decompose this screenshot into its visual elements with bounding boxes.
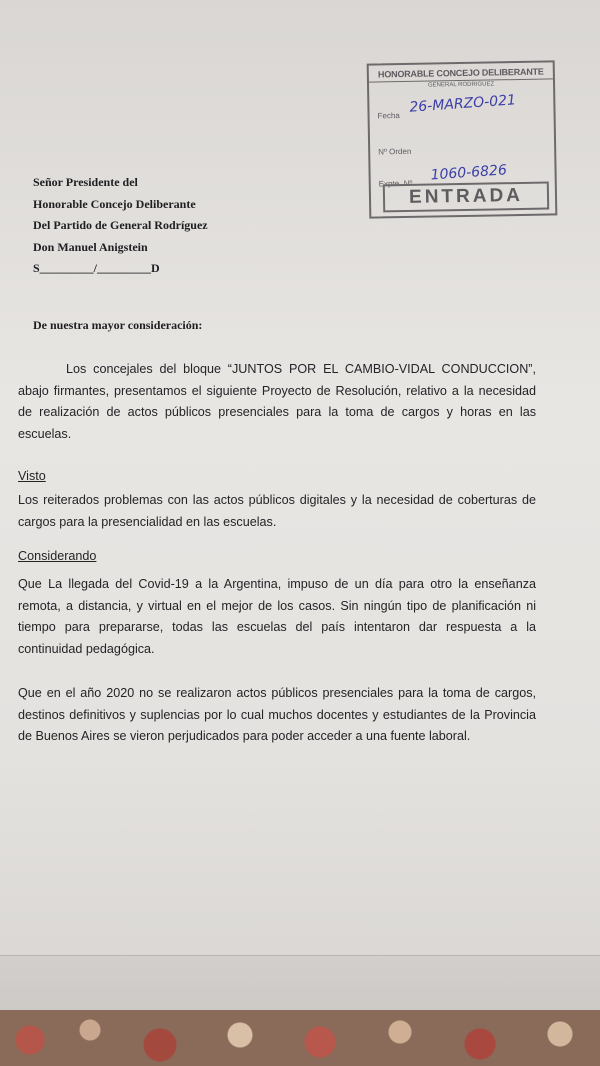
- stamp-fecha-label: Fecha: [377, 111, 400, 121]
- addressee-line: Honorable Concejo Deliberante: [33, 196, 196, 211]
- stamp-expte-label: Expte. Nº: [378, 178, 413, 189]
- intro-paragraph: Los concejales del bloque “JUNTOS POR EL CAMBIO-VIDAL CONDUCCION”, abajo firmantes, presentamos el siguiente Proyecto de Resolución, relativo a la necesidad de realización de actos públicos presenciales para la toma de cargos y horas en las escuelas.: [18, 362, 536, 441]
- stamp-fecha-value: 26-MARZO-021: [408, 92, 517, 116]
- addressee-line: Señor Presidente del: [33, 175, 138, 189]
- considerando-paragraph-1: Que La llegada del Covid-19 a la Argentina, impuso de un día para otro la enseñanza remota, a distancia, y virtual en el mejor de los casos. Sin ningún tipo de planificación ni tiempo para prepararse, todas las escuelas del país intentaron dar respuesta a la continuidad pedagógica.: [18, 577, 536, 656]
- considerando-heading: Considerando: [18, 549, 97, 563]
- addressee-line: S_________/_________D: [33, 261, 160, 275]
- stamp-subtitle: GENERAL RODRIGUEZ: [427, 81, 495, 89]
- stamp-expte-value: 1060-6826: [430, 162, 508, 184]
- greeting: De nuestra mayor consideración:: [33, 318, 203, 332]
- paper-fold: [0, 955, 600, 1014]
- addressee-block: [33, 172, 208, 280]
- stamp-entrada: ENTRADA: [383, 181, 549, 212]
- stamp-title: HONORABLE CONCEJO DELIBERANTE: [369, 62, 553, 82]
- stamp-orden-label: Nº Orden: [378, 146, 412, 157]
- addressee-line: Del Partido de General Rodríguez: [33, 218, 208, 232]
- reception-stamp: [367, 60, 558, 218]
- addressee-line: Don Manuel Anigstein: [33, 239, 148, 254]
- considerando-paragraph-2: Que en el año 2020 no se realizaron actos públicos presenciales para la toma de cargos, destinos definitivos y suplencias por lo cual muchos docentes y estudiantes de la Provincia de Buenos Aires se vieron perjudicados para poder acceder a una fuente laboral.: [18, 686, 536, 743]
- background-carpet: [0, 1010, 600, 1066]
- visto-heading: Visto: [18, 469, 46, 483]
- visto-paragraph: Los reiterados problemas con las actos públicos digitales y la necesidad de coberturas de cargos para la presencialidad en las escuelas.: [18, 493, 536, 529]
